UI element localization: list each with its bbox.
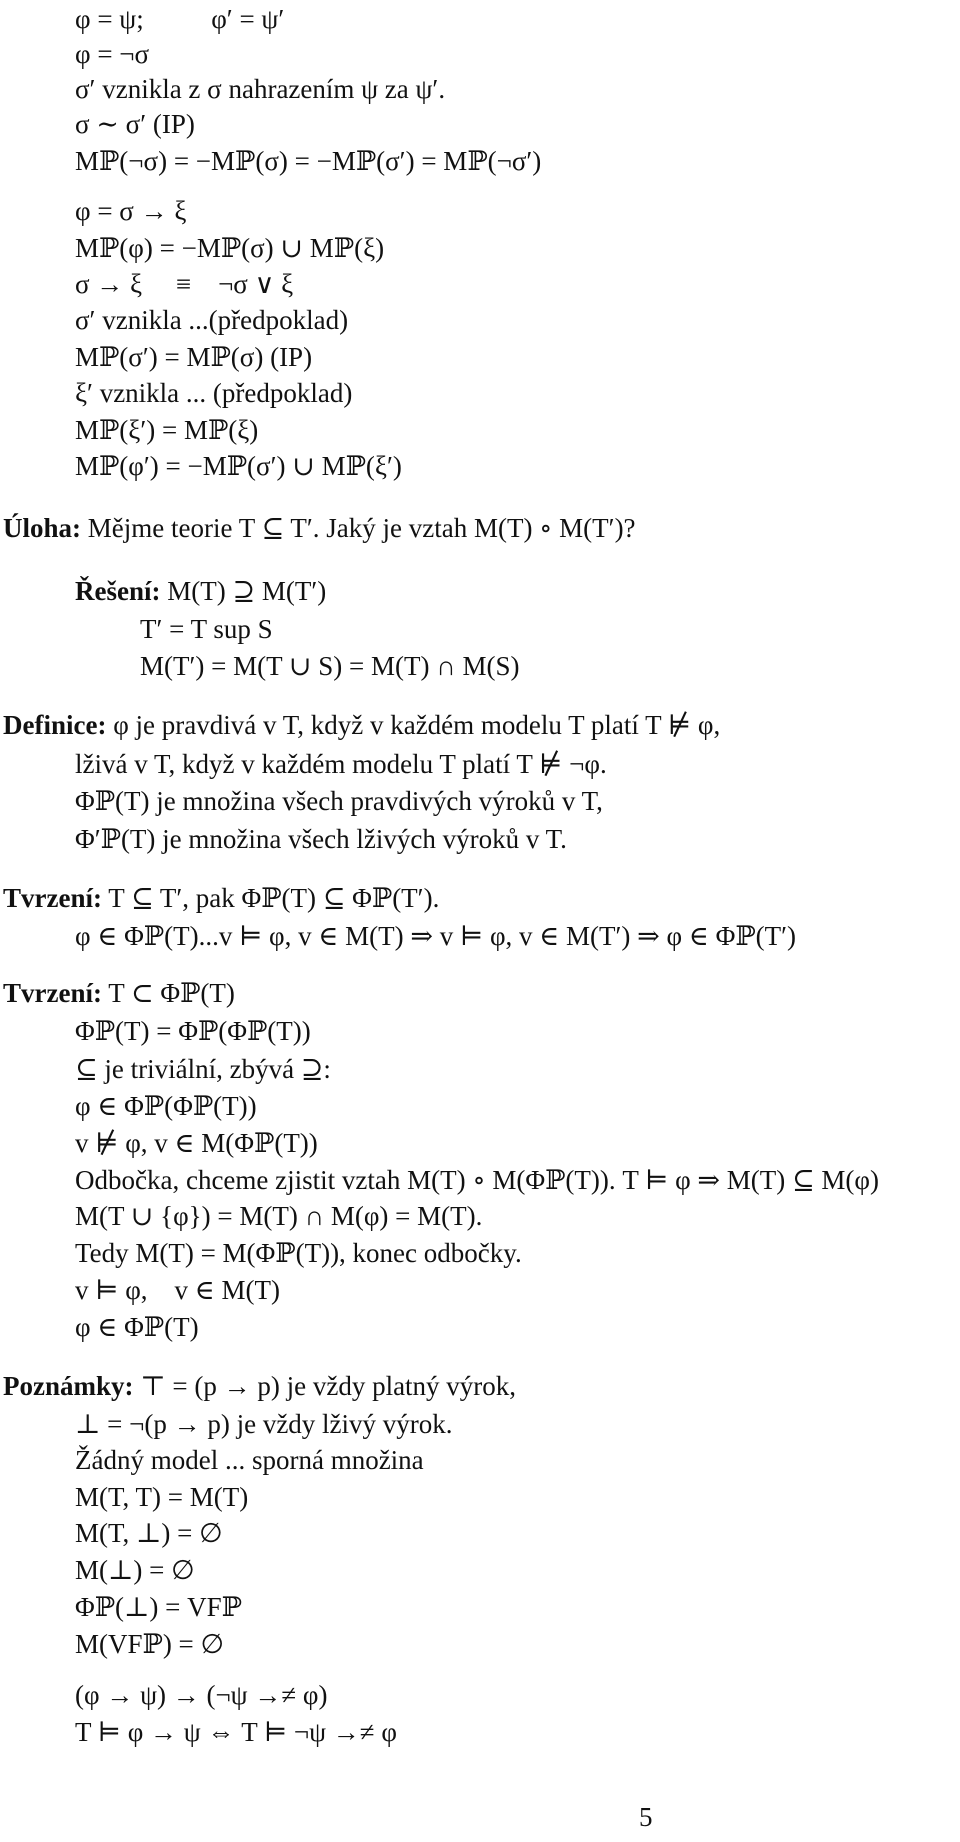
text-line: T′ = T sup S [140, 614, 273, 644]
page-number: 5 [639, 1802, 653, 1832]
text-line: Φ′ℙ(T) je množina všech lživých výroků v T. [75, 824, 567, 854]
reseni-label: Řešení: [75, 576, 161, 606]
text-line: σ → ξ ≡ ¬σ ∨ ξ [75, 269, 294, 299]
text-line: M(VFℙ) = ∅ [75, 1629, 225, 1659]
text-line: Mℙ(φ) = −Mℙ(σ) ∪ Mℙ(ξ) [75, 233, 385, 263]
text-line: M(T, ⊥) = ∅ [75, 1518, 223, 1548]
text-line: ⊆ je triviální, zbývá ⊇: [75, 1054, 331, 1084]
text-line: Tedy M(T) = M(Φℙ(T)), konec odbočky. [75, 1238, 522, 1268]
text-line: M(T′) = M(T ∪ S) = M(T) ∩ M(S) [140, 651, 520, 681]
text-line: Mℙ(¬σ) = −Mℙ(σ) = −Mℙ(σ′) = Mℙ(¬σ′) [75, 146, 542, 176]
text-line: φ = ψ; φ′ = ψ′ [75, 4, 285, 34]
reseni-line: Řešení: M(T) ⊇ M(T′) [75, 576, 327, 606]
poznamky-line: Poznámky: ⊤ = (p → p) je vždy platný výrok, [3, 1371, 517, 1401]
text-line: σ′ vznikla z σ nahrazením ψ za ψ′. [75, 74, 446, 104]
text-line: φ ∈ Φℙ(T)...v ⊨ φ, v ∈ M(T) ⇒ v ⊨ φ, v ∈ M(T′) ⇒ φ ∈ Φℙ(T′) [75, 921, 797, 951]
text-line: φ ∈ Φℙ(Φℙ(T)) [75, 1091, 257, 1121]
definice-line: Definice: φ je pravdivá v T, když v každém modelu T platí T ⊭ φ, [3, 710, 721, 740]
text-line: Φℙ(T) je množina všech pravdivých výroků v T, [75, 786, 603, 816]
text-line: M(T, T) = M(T) [75, 1482, 249, 1512]
poznamky-label: Poznámky: [3, 1371, 134, 1401]
text-line: φ = ¬σ [75, 39, 150, 69]
text-line: M(T ∪ {φ}) = M(T) ∩ M(φ) = M(T). [75, 1201, 483, 1231]
text-line: σ ∼ σ′ (IP) [75, 109, 195, 139]
text-line: v ⊭ φ, v ∈ M(Φℙ(T)) [75, 1128, 318, 1158]
definice-label: Definice: [3, 710, 107, 740]
text-line: ξ′ vznikla ... (předpoklad) [75, 378, 353, 408]
text-line: Mℙ(φ′) = −Mℙ(σ′) ∪ Mℙ(ξ′) [75, 451, 402, 481]
text-line: σ′ vznikla ...(předpoklad) [75, 305, 349, 335]
uloha-line: Úloha: Mějme teorie T ⊆ T′. Jaký je vztah M(T) ∘ M(T′)? [3, 513, 636, 543]
text-line: Mℙ(ξ′) = Mℙ(ξ) [75, 415, 259, 445]
text-line: M(⊥) = ∅ [75, 1555, 195, 1585]
text-line: φ ∈ Φℙ(T) [75, 1312, 199, 1342]
text-line: Φℙ(T) = Φℙ(Φℙ(T)) [75, 1016, 311, 1046]
tvrzeni-label: Tvrzení: [3, 978, 102, 1008]
text-line: Žádný model ... sporná množina [75, 1445, 424, 1475]
tvrzeni-label: Tvrzení: [3, 883, 102, 913]
text-line: Mℙ(σ′) = Mℙ(σ) (IP) [75, 342, 313, 372]
text-line: v ⊨ φ, v ∈ M(T) [75, 1275, 281, 1305]
text-line: φ = σ → ξ [75, 196, 187, 226]
text-line: T ⊨ φ → ψ ⇔ T ⊨ ¬ψ →≠ φ [75, 1717, 397, 1747]
text-line: ⊥ = ¬(p → p) je vždy lživý výrok. [75, 1409, 453, 1439]
tvrzeni-line: Tvrzení: T ⊂ Φℙ(T) [3, 978, 235, 1008]
text-line: (φ → ψ) → (¬ψ →≠ φ) [75, 1680, 328, 1710]
tvrzeni-line: Tvrzení: T ⊆ T′, pak Φℙ(T) ⊆ Φℙ(T′). [3, 883, 440, 913]
text-line: Φℙ(⊥) = VFℙ [75, 1592, 242, 1622]
text-line: Odbočka, chceme zjistit vztah M(T) ∘ M(Φℙ(T)). T ⊨ φ ⇒ M(T) ⊆ M(φ) [75, 1165, 879, 1195]
uloha-label: Úloha: [3, 513, 82, 543]
text-line: lživá v T, když v každém modelu T platí T ⊭ ¬φ. [75, 749, 607, 779]
